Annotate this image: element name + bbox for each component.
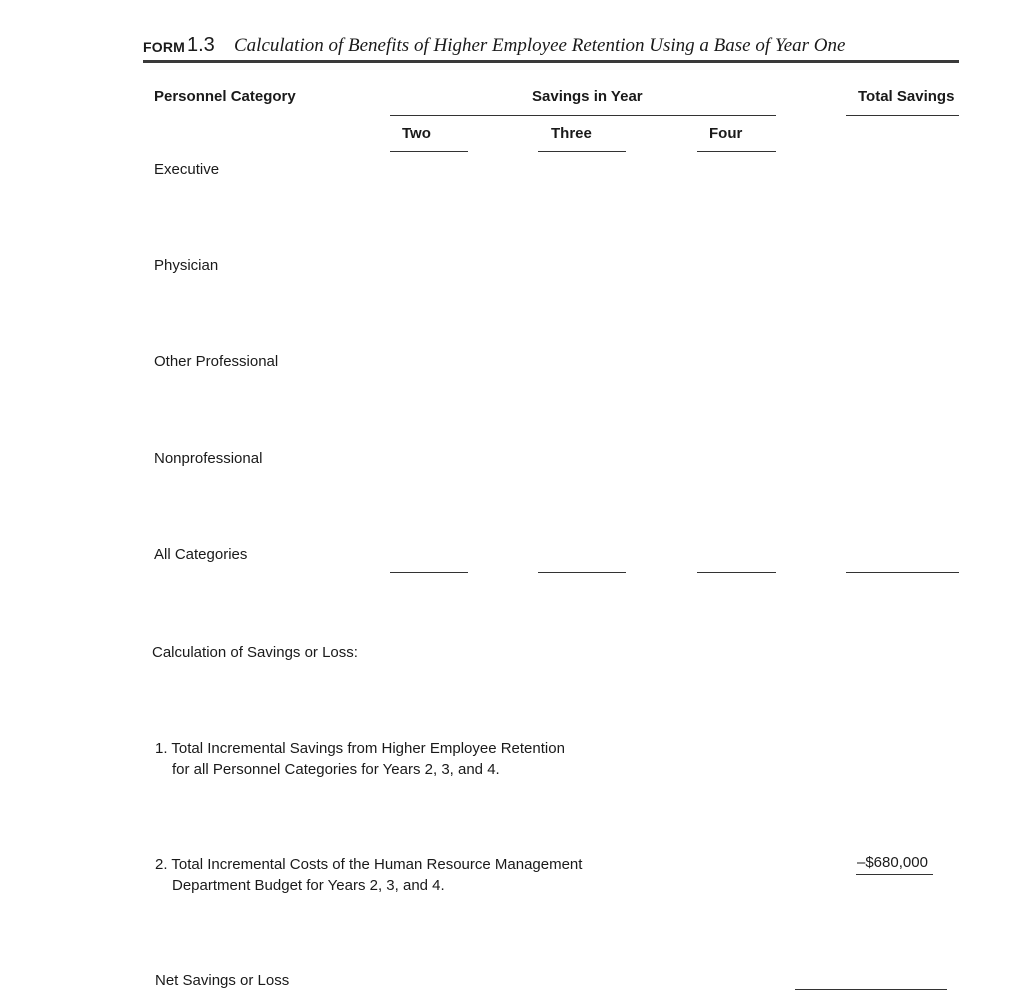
category-other-professional: Other Professional: [154, 353, 279, 370]
net-savings-label: Net Savings or Loss: [155, 972, 290, 989]
year-four-header: Four: [709, 125, 743, 142]
year-three-rule: [538, 151, 626, 152]
total-line-year-three: [538, 572, 626, 573]
savings-in-year-header: Savings in Year: [532, 88, 643, 105]
year-three-header: Three: [551, 125, 592, 142]
total-savings-rule: [846, 115, 959, 116]
calculation-heading: Calculation of Savings or Loss:: [152, 644, 358, 661]
year-two-header: Two: [402, 125, 431, 142]
item2-line2: Department Budget for Years 2, 3, and 4.: [172, 877, 445, 894]
item2-amount-underline: [856, 874, 933, 875]
title-rule: [143, 60, 959, 63]
category-nonprofessional: Nonprofessional: [154, 450, 263, 467]
total-line-total-savings: [846, 572, 959, 573]
category-physician: Physician: [154, 257, 219, 274]
personnel-category-header: Personnel Category: [154, 88, 296, 105]
net-savings-line: [795, 989, 947, 990]
form-number: 1.3: [187, 34, 215, 56]
category-all-categories: All Categories: [154, 546, 248, 563]
item1-line2: for all Personnel Categories for Years 2, 3, and 4.: [172, 761, 500, 778]
total-line-year-two: [390, 572, 468, 573]
total-savings-header: Total Savings: [858, 88, 955, 105]
year-two-rule: [390, 151, 468, 152]
category-executive: Executive: [154, 161, 220, 178]
year-four-rule: [697, 151, 776, 152]
form-label: FORM: [143, 39, 186, 55]
total-line-year-four: [697, 572, 776, 573]
item1-line1: 1. Total Incremental Savings from Higher Employee Retention: [155, 740, 565, 757]
item2-amount: –$680,000: [857, 854, 928, 871]
savings-in-year-rule: [390, 115, 776, 116]
form-title: Calculation of Benefits of Higher Employee Retention Using a Base of Year One: [234, 35, 846, 56]
item2-line1: 2. Total Incremental Costs of the Human Resource Management: [155, 856, 583, 873]
